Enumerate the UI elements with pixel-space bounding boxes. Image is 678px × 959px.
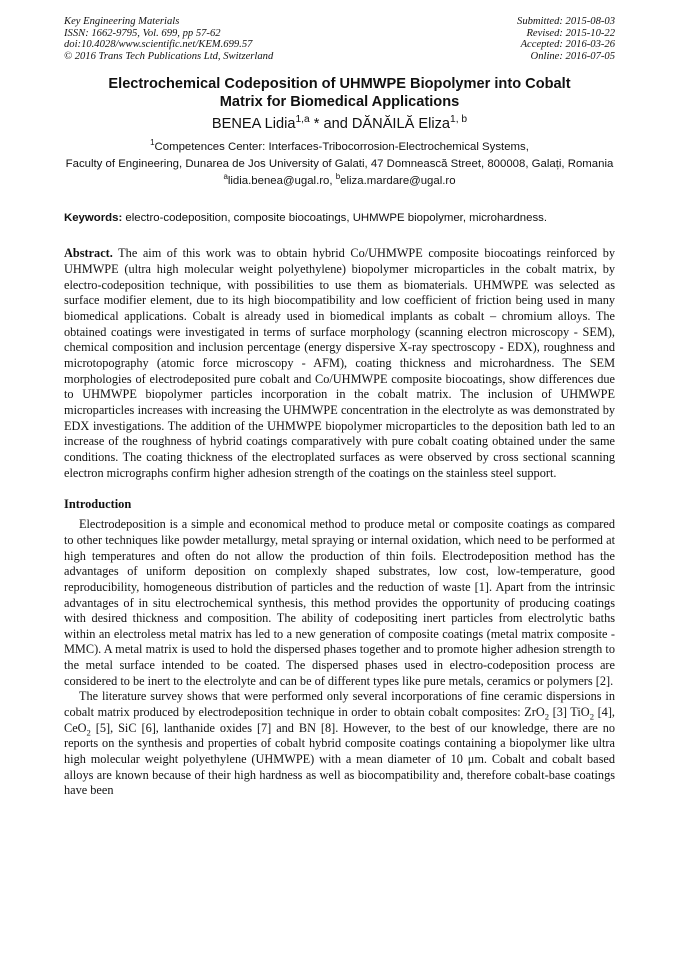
- submitted-date: Submitted: 2015-08-03: [517, 16, 615, 27]
- abstract-label: Abstract.: [64, 246, 113, 261]
- introduction-paragraph-2: The literature survey shows that were performed only several incorporations of fine ceramic dispersions in cobalt matrix produced by electrodeposition technique in order to obtain cobalt composites: ZrO$_2$ [3] TiO$_2$ [4], CeO$_2$ [5], SiC [6], lanthanide oxides [7] and BN [8]. However, to the best of our knowledge, there are no reports on the synthesis and properties of cobalt hybrid composite coatings containing a biopolymer like ultra high molecular weight polyethylene (UHMWPE) with a mean diameter of 10 μm. Cobalt and cobalt based alloys are known because of their high hardness as well as biocompatibility and, therefore cobalt-base coatings have been: [64, 689, 615, 798]
- paper-title: Electrochemical Codeposition of UHMWPE Biopolymer into Cobalt Matrix for Biomedical Applications: [108, 76, 571, 111]
- doi-line: doi:10.4028/www.scientific.net/KEM.699.57: [64, 39, 253, 51]
- affiliation-mark: 1: [150, 138, 155, 148]
- introduction-paragraph-1: Electrodeposition is a simple and economical method to produce metal or composite coatings as compared to other techniques like powder metallurgy, metal spraying or internal oxidation, which need to be performed at high temperatures and often do not allow the production of thin foils. Electrodeposition method has the advantages of uniform deposition on complexly shaped substrates, low cost, low-temperature, good reproducibility, homogeneous distribution of particles and the reduction of waste [1]. Apart from the intrinsic advantages of in situ electrochemical synthesis, this method provides the opportunity of producing coatings with desired thickness and composition. The ability of codepositing inert particles from electrolytic baths within an electroless metal matrix has led to a new generation of composite coatings (metal matrix composite - MMC). A metal matrix is used to hold the dispersed phases together and to promote higher adhesion strength to the metal surface intended to be coated. The dispersed phases used in electro-codeposition process are considered to be inert to the electrolyte and can be of different types like pure metals, ceramics or polymers [2].: [64, 517, 615, 688]
- email-a: lidia.benea@ugal.ro: [227, 175, 330, 188]
- online-date: Online: 2016-07-05: [530, 50, 615, 62]
- author-2: DĂNĂILĂ Eliza: [351, 116, 451, 133]
- abstract-text: The aim of this work was to obtain hybrid Co/UHMWPE composite biocoatings reinforced by UHMWPE (ultra high molecular weight polyethylene) biopolymer microparticles in the cobalt matrix, by electro-codeposition technique, with possibilities to use them as biomaterials. UHMWPE was selected as surface modifier element, due to its high biocompatibility and low coefficient of friction being used in many biomedical applications. Cobalt is already used in biomedical implants as cobalt – chromium alloys. The obtained coatings were investigated in terms of surface morphology (scanning electron microscopy - SEM), chemical composition and inclusion percentage (energy dispersive X-ray spectroscopy - EDX), roughness and microtopography (atomic force microscopy - AFM), coating thickness and microhardness. The SEM morphologies of electrodeposited pure cobalt and Co/UHMWPE composite biocoatings, show differences due to UHMWPE biopolymer particles incorporation in the cobalt matrix. The inclusion of UHMWPE microparticles increases with increasing the UHMWPE concentration in the electrolyte as was demonstrated by EDX investigations. The addition of the UHMWPE biopolymer microparticles to the deposition bath led to an increase of the roughness of hybrid coatings comparatively with pure cobalt coating obtained under the same conditions. The coating thickness of the electroplated surfaces as were observed by cross sectional scanning electron micrographs confirm higher adhesion strength of the coatings on the stainless steel support.: [64, 246, 615, 480]
- keywords-text: electro-codeposition, composite biocoatings, UHMWPE biopolymer, microhardness.: [122, 212, 548, 225]
- introduction-heading: Introduction: [64, 497, 132, 512]
- journal-header: [64, 16, 615, 62]
- email-line: $^a$lidia.benea@ugal.ro, $^b$eliza.mardare@ugal.ro: [223, 172, 456, 188]
- copyright-line: © 2016 Trans Tech Publications Ltd, Switzerland: [64, 50, 274, 62]
- keywords-label: Keywords:: [64, 212, 123, 225]
- revised-date: Revised: 2015-10-22: [526, 27, 615, 39]
- author-2-affil-mark: 1, b: [450, 114, 468, 126]
- publication-info: [64, 16, 273, 62]
- issn-line: ISSN: 1662-9795, Vol. 699, pp 57-62: [64, 27, 221, 39]
- abstract-paragraph: [64, 246, 615, 481]
- journal-name: Key Engineering Materials: [64, 16, 180, 27]
- author-1: BENEA Lidia: [211, 116, 296, 133]
- author-conjunction: and: [319, 116, 352, 133]
- author-line: [64, 115, 615, 133]
- paper-page: [64, 16, 615, 799]
- corresponding-mark: *: [309, 116, 320, 133]
- affiliation-line-1: $^1$Competences Center: Interfaces-Tribocorrosion-Electrochemical Systems,: [150, 138, 529, 154]
- keywords-line: [64, 211, 615, 226]
- accepted-date: Accepted: 2016-03-26: [520, 39, 615, 51]
- email-b: eliza.mardare@ugal.ro: [340, 175, 456, 188]
- affiliation-line-2: Faculty of Engineering, Dunarea de Jos University of Galati, 47 Domnească Street, 800008, Galați, Romania: [65, 158, 614, 171]
- author-1-affil-mark: 1,a: [295, 114, 310, 126]
- affiliation-block: [64, 139, 615, 190]
- dates-info: [517, 16, 615, 62]
